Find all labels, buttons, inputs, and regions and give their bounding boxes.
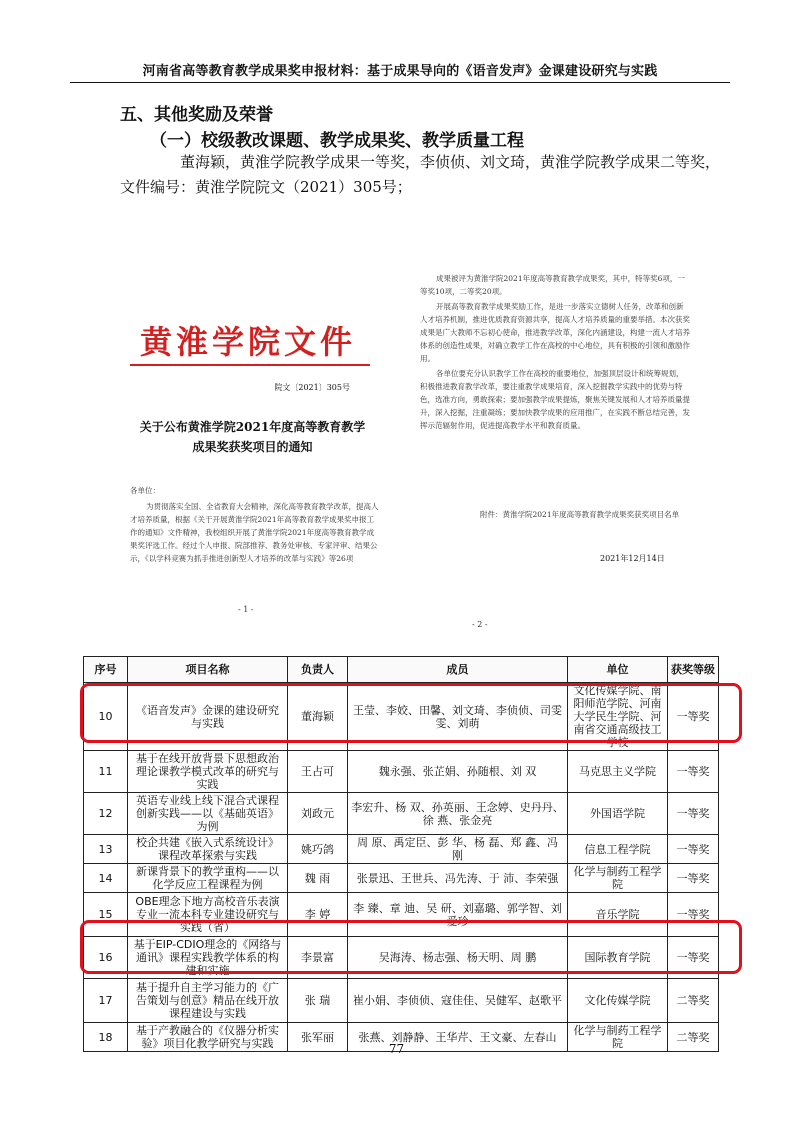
table-cell: 校企共建《嵌入式系统设计》课程改革探索与实践 [128, 835, 288, 864]
table-row [84, 835, 719, 864]
notice-title-line1: 关于公布黄淮学院2021年度高等教育教学 [139, 420, 366, 434]
table-cell: 张军丽 [288, 1023, 348, 1052]
table-cell: 《语音发声》金课的建设研究与实践 [128, 683, 288, 751]
column-header: 项目名称 [128, 657, 288, 683]
table-cell: 基于在线开放背景下思想政治理论课教学模式改革的研究与实践 [128, 751, 288, 793]
table-cell: 一等奖 [668, 683, 719, 751]
scanned-document-page-2 [420, 268, 700, 633]
table-cell: 姚巧鸽 [288, 835, 348, 864]
notice-title-line2: 成果奖获奖项目的通知 [192, 440, 313, 454]
table-cell: 基于EIP-CDIO理念的《网络与通讯》课程实践教学体系的构建和实施 [128, 937, 288, 979]
table-cell: 魏永强、张芷娟、孙随根、刘 双 [348, 751, 568, 793]
table-cell: 刘政元 [288, 793, 348, 835]
table-cell: 18 [84, 1023, 128, 1052]
table-cell: 12 [84, 793, 128, 835]
table-row [84, 751, 719, 793]
page-number: 77 [388, 1042, 405, 1056]
column-header: 序号 [84, 657, 128, 683]
column-header: 单位 [568, 657, 668, 683]
table-row [84, 793, 719, 835]
table-cell: 14 [84, 864, 128, 893]
page-num-1: - 1 - [238, 605, 254, 614]
page2-paragraph: 各单位要充分认识教学工作在高校的重要地位，加强顶层设计和统筹规划，积极推进教育教学改革，要注重教学成果培育，深入挖掘教学实践中的优势与特色，选准方向，勇敢探索；要加强教学成果提炼，聚焦关键发展和人才培养质量提升，深入挖掘，注重凝练；要加快教学成果的应用推广，在实践不断总结完善，发挥示范辐射作用，促进提高教学水平和教育质量。 [420, 369, 690, 430]
attachment-note: 附件：黄淮学院2021年度高等教育教学成果奖获奖项目名单 [480, 510, 680, 519]
table-cell: 化学与制药工程学院 [568, 1023, 668, 1052]
table-cell: 16 [84, 937, 128, 979]
table-cell: 张景迅、王世兵、冯先涛、于 沛、李荣强 [348, 864, 568, 893]
table-cell: 17 [84, 979, 128, 1023]
table-cell: 化学与制药工程学院 [568, 864, 668, 893]
scanned-document-page-1 [120, 262, 390, 617]
table-cell: 王莹、李姣、田馨、刘文琦、李侦侦、司雯雯、刘萌 [348, 683, 568, 751]
highlight-box-row-10 [80, 683, 742, 743]
table-cell: 一等奖 [668, 793, 719, 835]
table-cell: 马克思主义学院 [568, 751, 668, 793]
table-cell: 新课背景下的教学重构——以化学反应工程课程为例 [128, 864, 288, 893]
table-cell: 一等奖 [668, 864, 719, 893]
notice-date: 2021年12月14日 [600, 554, 665, 563]
table-cell: 周 原、禹定臣、彭 华、杨 磊、郑 鑫、冯 刚 [348, 835, 568, 864]
page2-paragraph: 开展高等教育教学成果奖励工作，是进一步落实立德树人任务，改革和创新人才培养机制，推进优质教育资源共享，提高人才培养质量的重要举措。本次获奖成果是广大教师不忘初心使命，推进教学改革，深化内涵建设，构建一流人才培养体系的创造性成果，对确立教学工作在高校的中心地位，具有积极的引领和激励作用。 [420, 302, 690, 363]
table-cell: 二等奖 [668, 1023, 719, 1052]
table-cell: 英语专业线上线下混合式课程创新实践——以《基础英语》为例 [128, 793, 288, 835]
column-header: 成员 [348, 657, 568, 683]
table-cell: 李宏升、杨 双、孙英丽、王念婷、史丹丹、徐 燕、张金亮 [348, 793, 568, 835]
table-header-row [84, 657, 719, 683]
table-cell: 10 [84, 683, 128, 751]
table-cell: 外国语学院 [568, 793, 668, 835]
table-cell: 董海颖 [288, 683, 348, 751]
red-rule [130, 364, 370, 366]
table-cell: 崔小娟、李侦侦、寇佳佳、吴健军、赵歌平 [348, 979, 568, 1023]
page2-paragraph: 成果被评为黄淮学院2021年度高等教育教学成果奖，其中，特等奖6项，一等奖10项，二等奖20项。 [420, 274, 685, 296]
column-header: 获奖等级 [668, 657, 719, 683]
table-cell: 李 臻、章 迪、吴 研、刘嘉璐、郭学智、刘爱珍 [348, 893, 568, 937]
document-header: 河南省高等教育教学成果奖申报材料：基于成果导向的《语音发声》金课建设研究与实践 [70, 60, 730, 83]
page-num-2: - 2 - [472, 620, 488, 629]
column-header: 负责人 [288, 657, 348, 683]
table-cell: 李景富 [288, 937, 348, 979]
table-cell: 音乐学院 [568, 893, 668, 937]
table-cell: 吴海涛、杨志强、杨天明、周 鹏 [348, 937, 568, 979]
table-cell: 张燕、刘静静、王华芹、王文豪、左春山 [348, 1023, 568, 1052]
table-cell: 13 [84, 835, 128, 864]
doc-number: 院文〔2021〕305号 [274, 383, 350, 392]
section-heading: 五、其他奖励及荣誉 [120, 105, 273, 125]
table-row [84, 864, 719, 893]
table-cell: 信息工程学院 [568, 835, 668, 864]
table-cell: 魏 雨 [288, 864, 348, 893]
table-row [84, 979, 719, 1023]
table-cell: 张 瑞 [288, 979, 348, 1023]
table-cell: 二等奖 [668, 979, 719, 1023]
subsection-heading: （一）校级教改课题、教学成果奖、教学质量工程 [150, 131, 524, 151]
table-cell: 一等奖 [668, 835, 719, 864]
table-cell: 一等奖 [668, 893, 719, 937]
table-cell: 文化传媒学院、南阳师范学院、河南大学民生学院、河南省交通高级技工学校 [568, 683, 668, 751]
notice-title [130, 417, 375, 457]
doc-red-title: 黄淮学院文件 [140, 323, 357, 361]
table-cell: 基于提升自主学习能力的《广告策划与创意》精品在线开放课程建设与实践 [128, 979, 288, 1023]
table-cell: OBE理念下地方高校音乐表演专业一流本科专业建设研究与实践（省） [128, 893, 288, 937]
page2-body [420, 272, 690, 434]
table-cell: 文化传媒学院 [568, 979, 668, 1023]
table-cell: 国际教育学院 [568, 937, 668, 979]
award-paragraph: 董海颖，黄淮学院教学成果一等奖，李侦侦、刘文琦，黄淮学院教学成果二等奖，文件编号：黄淮学院院文（2021）305号； [120, 153, 721, 196]
table-cell: 15 [84, 893, 128, 937]
notice-address: 各单位： [130, 486, 160, 495]
table-cell: 一等奖 [668, 937, 719, 979]
table-cell: 11 [84, 751, 128, 793]
table-cell: 王占可 [288, 751, 348, 793]
highlight-box-row-17 [80, 920, 742, 974]
table-cell: 李 婷 [288, 893, 348, 937]
notice-body: 为贯彻落实全国、全省教育大会精神，深化高等教育教学改革，提高人才培养质量，根据《关于开展黄淮学院2021年高等教育教学成果奖申报工作的通知》文件精神，我校组织开展了黄淮学院2021年度高等教育教学成果奖评选工作。经过个人申报、院部推荐、教务处审核、专家评审、结果公示，《以学科竞赛为抓手推进创新型人才培养的改革与实践》等26项 [130, 502, 379, 563]
table-cell: 一等奖 [668, 751, 719, 793]
table-cell: 基于产教融合的《仪器分析实验》项目化教学研究与实践 [128, 1023, 288, 1052]
